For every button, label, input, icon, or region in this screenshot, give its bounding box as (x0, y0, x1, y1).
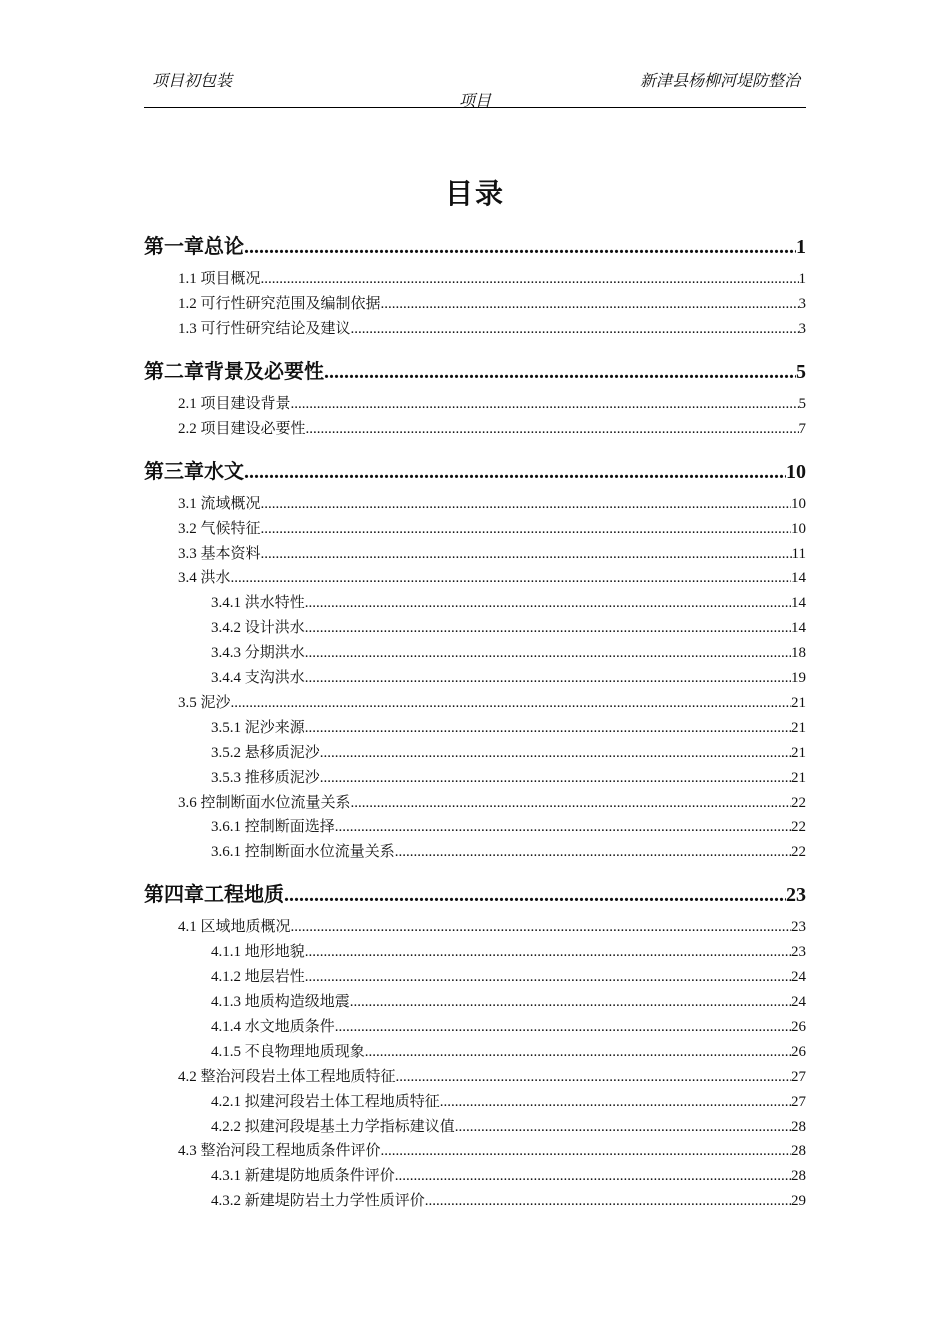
toc-entry[interactable] (144, 542, 806, 563)
toc-entry[interactable] (144, 766, 806, 787)
toc-leader-dots (261, 546, 792, 563)
toc-entry-page: 1 (796, 236, 806, 258)
toc-entry-label: 4.3 整治河段工程地质条件评价 (178, 1143, 381, 1160)
toc-entry[interactable] (144, 517, 806, 538)
toc-entry-label: 3.2 气候特征 (178, 520, 261, 537)
toc-entry[interactable] (144, 566, 806, 587)
toc-entry[interactable] (144, 292, 806, 313)
toc-entry-page: 3 (798, 320, 806, 337)
toc-title: 目录 (444, 179, 505, 210)
toc-entry-label: 3.6.1 控制断面选择 (211, 819, 335, 836)
toc-leader-dots (244, 461, 786, 484)
toc-leader-dots (305, 620, 791, 637)
toc-leader-dots (291, 396, 799, 413)
toc-entry-page: 3 (798, 295, 806, 312)
toc-entry-page: 27 (791, 1068, 806, 1085)
toc-entry-page: 22 (791, 819, 806, 836)
toc-entry-page: 23 (786, 884, 806, 907)
toc-entry[interactable] (144, 355, 806, 384)
toc-entry-label: 3.3 基本资料 (178, 545, 261, 562)
toc-entry-label: 2.1 项目建设背景 (178, 395, 291, 412)
toc-entry[interactable] (144, 1065, 806, 1086)
toc-entry-page: 14 (791, 595, 806, 612)
toc-leader-dots (335, 1019, 791, 1036)
toc-entry[interactable] (144, 878, 806, 907)
toc-entry-label: 2.2 项目建设必要性 (178, 420, 306, 437)
toc-entry-label: 3.4.1 洪水特性 (211, 595, 305, 612)
toc-entry[interactable] (144, 591, 806, 612)
toc-leader-dots (261, 271, 799, 288)
toc-entry[interactable] (144, 940, 806, 961)
toc-leader-dots (305, 969, 791, 986)
toc-leader-dots (440, 1094, 791, 1111)
toc-entry[interactable] (144, 267, 806, 288)
toc-entry-page: 10 (791, 520, 806, 537)
toc-entry[interactable] (144, 492, 806, 513)
toc-entry-label: 4.3.1 新建堤防地质条件评价 (211, 1168, 395, 1185)
toc-entry-label: 4.3.2 新建堤防岩土力学性质评价 (211, 1193, 425, 1210)
toc-entry-page: 26 (791, 1018, 806, 1035)
toc-entry[interactable] (144, 815, 806, 836)
toc-entry-page: 28 (791, 1143, 806, 1160)
toc-entry[interactable] (144, 965, 806, 986)
toc-entry-label: 4.1.4 水文地质条件 (211, 1018, 335, 1035)
toc-leader-dots (351, 321, 799, 338)
toc-leader-dots (324, 361, 796, 384)
toc-entry-label: 3.4.4 支沟洪水 (211, 670, 305, 686)
toc-entry-page: 21 (791, 719, 806, 736)
toc-entry[interactable] (144, 741, 806, 762)
toc-entry[interactable] (144, 666, 806, 687)
toc-entry-label: 1.1 项目概况 (178, 271, 261, 287)
toc-entry[interactable] (144, 455, 806, 484)
toc-entry-label: 3.6 控制断面水位流量关系 (178, 794, 351, 811)
toc-entry-label: 3.5.2 悬移质泥沙 (211, 744, 320, 761)
toc-leader-dots (261, 496, 791, 513)
toc-leader-dots (381, 1143, 791, 1160)
toc-entry-page: 27 (791, 1093, 806, 1110)
toc-entry[interactable] (144, 915, 806, 936)
toc-entry[interactable] (144, 317, 806, 338)
toc-leader-dots (305, 595, 791, 612)
toc-entry-page: 29 (791, 1193, 806, 1210)
toc-entry[interactable] (144, 417, 806, 438)
toc-entry-label: 4.1.3 地质构造级地震 (211, 994, 350, 1010)
toc-leader-dots (351, 795, 791, 812)
toc-leader-dots (395, 844, 791, 861)
toc-entry-page: 22 (791, 794, 806, 811)
toc-entry[interactable] (144, 990, 806, 1011)
toc-leader-dots (231, 695, 791, 712)
toc-entry-page: 5 (796, 360, 806, 383)
toc-entry[interactable] (144, 1139, 806, 1160)
toc-leader-dots (291, 919, 791, 936)
toc-entry-label: 第三章水文 (144, 460, 244, 483)
toc-entry-page: 11 (791, 545, 806, 562)
toc-entry[interactable] (144, 791, 806, 812)
toc-entry-page: 5 (798, 395, 806, 412)
toc-entry-page: 21 (791, 769, 806, 786)
toc-entry-label: 第一章总论 (144, 236, 244, 258)
toc-leader-dots (335, 819, 791, 836)
toc-entry-label: 4.2.1 拟建河段岩土体工程地质特征 (211, 1093, 440, 1110)
toc-entry-label: 4.1.2 地层岩性 (211, 969, 305, 986)
toc-entry[interactable] (144, 1164, 806, 1185)
toc-entry-label: 4.1 区域地质概况 (178, 919, 291, 936)
toc-leader-dots (395, 1168, 791, 1185)
header-center: 项目 (458, 93, 491, 110)
toc-entry-label: 4.1.1 地形地貌 (211, 944, 305, 961)
toc-entry-page: 1 (798, 271, 806, 287)
toc-entry-page: 18 (791, 645, 806, 662)
toc-entry-label: 3.4.2 设计洪水 (211, 620, 305, 637)
toc-entry-page: 10 (786, 460, 806, 483)
toc-entry-page: 14 (791, 620, 806, 637)
toc-entry[interactable] (144, 1115, 806, 1136)
toc-leader-dots (365, 1044, 791, 1061)
toc-entry[interactable] (144, 716, 806, 737)
toc-entry[interactable] (144, 1090, 806, 1111)
toc-leader-dots (320, 745, 791, 762)
toc-entry-label: 4.2.2 拟建河段堤基土力学指标建议值 (211, 1118, 455, 1135)
toc-entry[interactable] (144, 641, 806, 662)
toc-leader-dots (396, 1069, 791, 1086)
toc-entry-label: 4.2 整治河段岩土体工程地质特征 (178, 1068, 396, 1085)
toc-entry-label: 3.5.3 推移质泥沙 (211, 769, 320, 786)
toc-leader-dots (305, 944, 791, 961)
toc-entry-page: 22 (791, 844, 806, 861)
toc-entry-page: 24 (791, 969, 806, 986)
toc-leader-dots (425, 1193, 791, 1210)
toc-entry-page: 19 (791, 670, 806, 686)
toc-entry[interactable] (144, 691, 806, 712)
toc-entry-page: 10 (791, 495, 806, 512)
toc-entry[interactable] (144, 1015, 806, 1036)
toc-entry[interactable] (144, 392, 806, 413)
toc-entry-page: 28 (791, 1118, 806, 1135)
toc-entry-label: 3.4 洪水 (178, 570, 231, 587)
toc-leader-dots (231, 570, 791, 587)
toc-entry-page: 24 (791, 994, 806, 1010)
toc-entry[interactable] (144, 230, 806, 259)
toc-entry-page: 23 (791, 944, 806, 961)
toc-entry-page: 14 (791, 570, 806, 587)
toc-entry[interactable] (144, 1189, 806, 1210)
toc-entry-label: 3.6.1 控制断面水位流量关系 (211, 844, 395, 861)
toc-entry[interactable] (144, 840, 806, 861)
toc-entry-label: 4.1.5 不良物理地质现象 (211, 1043, 365, 1060)
toc-leader-dots (305, 720, 791, 737)
toc-leader-dots (244, 236, 796, 259)
toc-leader-dots (261, 521, 791, 538)
toc-leader-dots (305, 645, 791, 662)
toc-entry-page: 23 (791, 919, 806, 936)
toc-entry-label: 第二章背景及必要性 (144, 360, 324, 383)
toc-entry[interactable] (144, 616, 806, 637)
toc-entry-page: 28 (791, 1168, 806, 1185)
header-left: 项目初包装 (152, 73, 233, 90)
toc-leader-dots (284, 884, 786, 907)
toc-entry-page: 21 (791, 744, 806, 761)
header-right: 新津县杨柳河堤防整治 (639, 73, 800, 90)
toc-leader-dots (455, 1119, 791, 1136)
header-rule (144, 107, 806, 108)
toc-leader-dots (350, 994, 791, 1011)
toc-entry-page: 7 (798, 420, 806, 437)
toc-leader-dots (305, 670, 791, 687)
toc-entry-label: 1.3 可行性研究结论及建议 (178, 320, 351, 337)
toc-entry-label: 3.5 泥沙 (178, 694, 231, 711)
toc-entry[interactable] (144, 1040, 806, 1061)
toc-leader-dots (306, 421, 799, 438)
toc-entry-page: 26 (791, 1043, 806, 1060)
toc-entry-label: 3.4.3 分期洪水 (211, 645, 305, 662)
toc-leader-dots (381, 296, 799, 313)
toc-entry-label: 3.5.1 泥沙来源 (211, 719, 305, 736)
toc-leader-dots (320, 770, 791, 787)
toc-entry-label: 1.2 可行性研究范围及编制依据 (178, 295, 381, 312)
toc-entry-label: 第四章工程地质 (144, 884, 284, 907)
toc-entry-page: 21 (791, 694, 806, 711)
toc-entry-label: 3.1 流域概况 (178, 495, 261, 512)
